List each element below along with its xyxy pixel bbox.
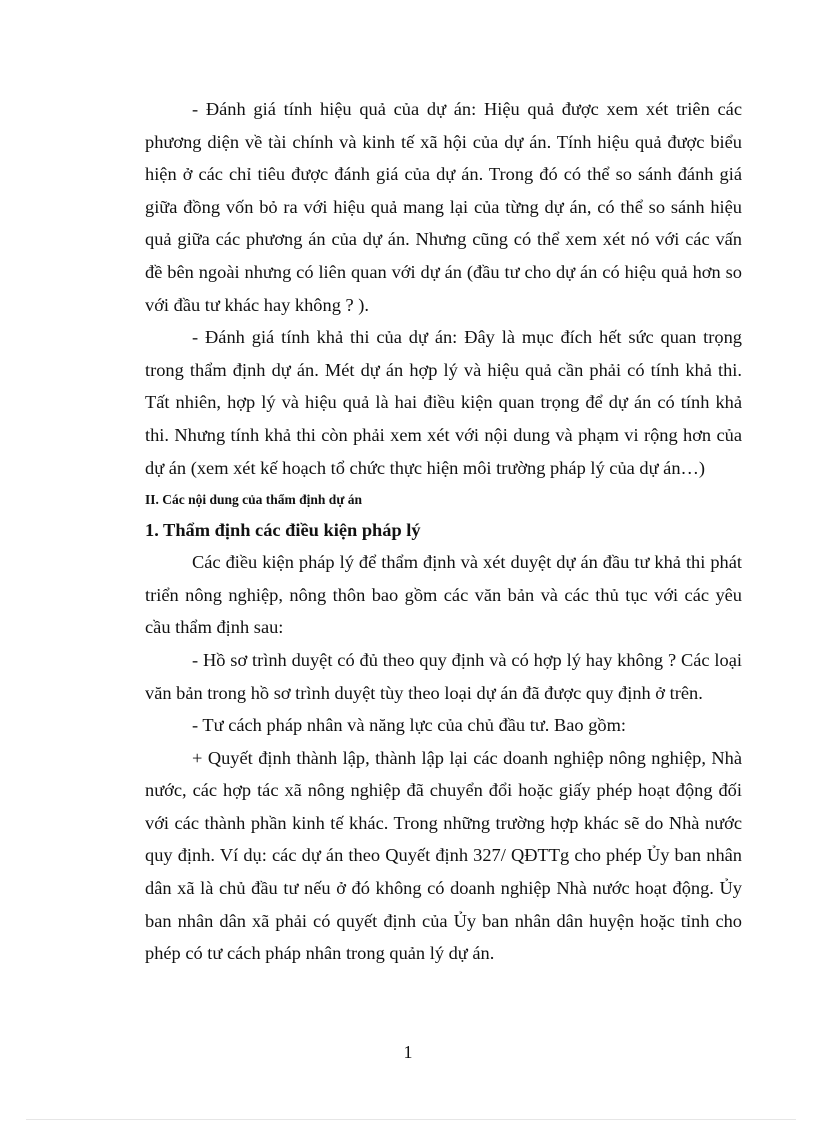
page-number: 1 <box>403 1042 413 1062</box>
paragraph-legal-conditions: Các điều kiện pháp lý để thẩm định và xét duyệt dự án đầu tư khả thi phát triển nông nghiệp, nông thôn bao gồm các văn bản và các thủ tục với các yêu cầu thẩm định sau: <box>145 552 742 638</box>
paragraph-dossier: - Hồ sơ trình duyệt có đủ theo quy định và có hợp lý hay không ? Các loại văn bản trong hồ sơ trình duyệt tùy theo loại dự án đã được quy định ở trên. <box>145 649 742 703</box>
paragraph-establishment-decision: + Quyết định thành lập, thành lập lại các doanh nghiệp nông nghiệp, Nhà nước, các hợp tác xã nông nghiệp đã chuyển đổi hoặc giấy phép hoạt động đối với các thành phần kinh tế khác. Trong những trường hợp khác sẽ do Nhà nước quy định. Ví dụ: các dự án theo Quyết định 327/ QĐTTg cho phép Ủy ban nhân dân xã là chủ đầu tư nếu ở đó không có doanh nghiệp Nhà nước hoạt động. Ủy ban nhân dân xã phải có quyết định của Ủy ban nhân dân huyện hoặc tỉnh cho phép có tư cách pháp nhân trong quản lý dự án. <box>145 747 742 964</box>
document-body <box>145 93 742 970</box>
subsection-heading: 1. Thẩm định các điều kiện pháp lý <box>145 520 421 541</box>
paragraph-effectiveness: - Đánh giá tính hiệu quả của dự án: Hiệu quả được xem xét triên các phương diện về tài chính và kinh tế xã hội của dự án. Tính hiệu quả được biểu hiện ở các chỉ tiêu được đánh giá của dự án. Trong đó có thể so sánh đánh giá giữa đồng vốn bỏ ra với hiệu quả mang lại của từng dự án, có thể so sánh hiệu quả giữa các phương án của dự án. Nhưng cũng có thể xem xét nó với các vấn đề bên ngoài nhưng có liên quan với dự án (đầu tư cho dự án có hiệu quả hơn so với đầu tư khác hay không ? ). <box>145 99 742 315</box>
paragraph-feasibility: - Đánh giá tính khả thi của dự án: Đây là mục đích hết sức quan trọng trong thẩm định dự án. Mét dự án hợp lý và hiệu quả cần phải có tính khả thi. Tất nhiên, hợp lý và hiệu quả là hai điều kiện quan trọng để dự án có tính khả thi. Nhưng tính khả thi còn phải xem xét với nội dung và phạm vi rộng hơn của dự án (xem xét kế hoạch tổ chức thực hiện môi trường pháp lý của dự án…) <box>145 327 742 478</box>
page-bottom-divider <box>26 1119 796 1120</box>
section-heading: II. Các nội dung của thẩm định dự án <box>145 492 363 508</box>
paragraph-legal-entity: - Tư cách pháp nhân và năng lực của chủ đầu tư. Bao gồm: <box>192 715 627 736</box>
